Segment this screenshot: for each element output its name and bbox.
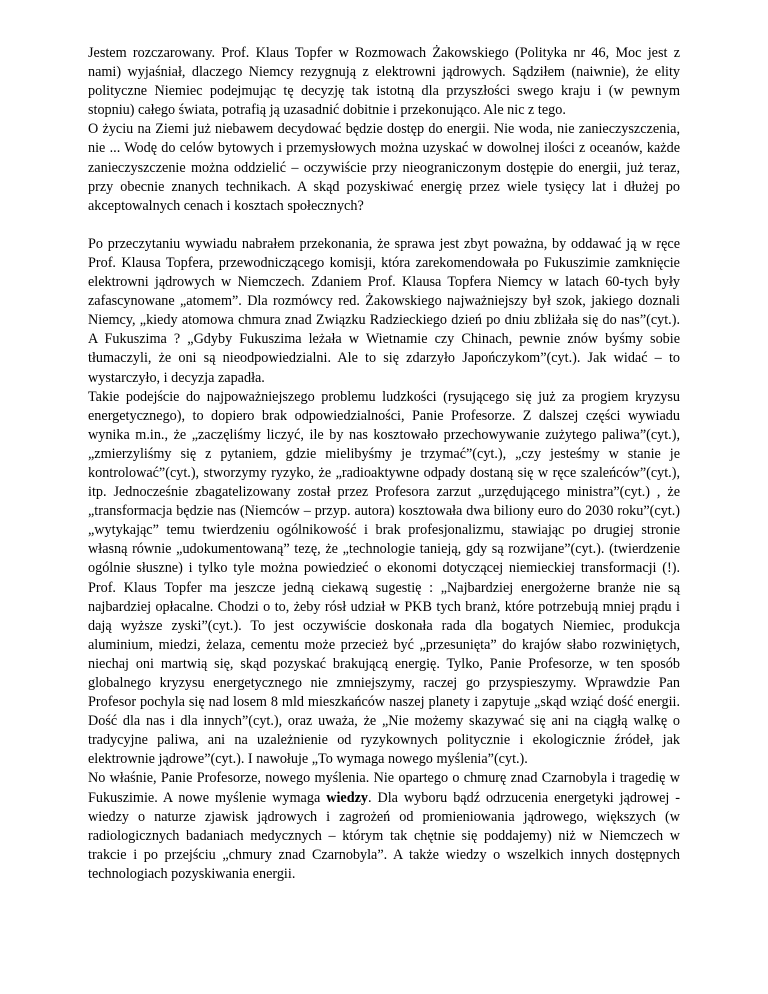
paragraph-intro: Jestem rozczarowany. Prof. Klaus Topfer w Rozmowach Żakowskiego (Polityka nr 46, Moc jest z nami) wyjaśniał, dlaczego Niemcy rezygnują z elektrowni jądrowych. Sądziłem (naiwnie), że elity polityczne Niemiec podejmując tę decyzję tak istotną dla przyszłości swego kraju i (w pewnym stopniu) całego świata, potrafią ją uzasadnić dobitnie i przekonująco. Ale nic z tego. <box>88 45 680 119</box>
document-page <box>88 44 680 884</box>
paragraph-new-thinking <box>88 769 680 884</box>
bold-word-wiedzy: wiedzy <box>326 789 368 806</box>
paragraph-energy-access: O życiu na Ziemi już niebawem decydować będzie dostęp do energii. Nie woda, nie zanieczyszczenia, nie ... Wodę do celów bytowych i przemysłowych można uzyskać w dowolnej ilości z oceanów, każde zanieczyszczenie można oddzielić – oczywiście przy nieograniczonym dostępie do energii, już teraz, przy obecnie znanych technikach. A skąd pozyskiwać energię przez wiele tysięcy lat i dłużej po akceptowalnych cenach i kosztach społecznych? <box>88 121 680 214</box>
new-thinking-text-end: . Dla wyboru bądź odrzucenia energetyki jądrowej - wiedzy o naturze zjawisk jądrowych i zagrożeń od promieniowania jądrowego, większych (w radiologicznych badaniach medycznych – którym tak chętnie się poddajemy) niż w Niemczech w trakcie i po przejściu „chmury znad Czarnobyla”. A także wiedzy o wszelkich innych dostępnych technologiach pozyskiwania energii. <box>88 789 680 882</box>
paragraph-responsibility: Takie podejście do najpoważniejszego problemu ludzkości (rysującego się już za progiem kryzysu energetycznego), to dopiero brak odpowiedzialności, Panie Profesorze. Z dalszej części wywiadu wynika m.in., że „zaczęliśmy liczyć, ile by nas kosztowało przechowywanie zużytego paliwa”(cyt.), „zmierzyliśmy się z pytaniem, gdzie mielibyśmy je trzymać”(cyt.), „czy jesteśmy w stanie je kontrolować”(cyt.), stworzymy ryzyko, że „radioaktywne odpady dostaną się w ręce szaleńców”(cyt.), itp. Jednocześnie zbagatelizowany został przez Profesora zarzut „urzędującego ministra”(cyt.) , że „transformacja będzie nas (Niemców – przyp. autora) kosztowała dwa biliony euro do 2030 roku”(cyt.) „wytykając” temu twierdzeniu ogólnikowość i brak profesjonalizmu, stawiając po drugiej stronie własną równie „udokumentowaną” tezę, że „technologie tanieją, gdy są rozwijane”(cyt.). (twierdzenie ogólnie słuszne) i tylko tyle można powiedzieć o ekonomi dotyczącej niemieckiej transformacji (!). Prof. Klaus Topfer ma jeszcze jedną ciekawą sugestię : „Najbardziej energożerne branże nie są najbardziej opłacalne. Chodzi o to, żeby rósł udział w PKB tych branż, które potrzebują mniej prądu i dają wyższe zyski”(cyt.). To jest oczywiście doskonała rada dla bogatych Niemiec, produkcja aluminium, miedzi, żelaza, cementu może przecież być „przesunięta” do krajów słabo rozwiniętych, niechaj oni martwią się, skąd pozyskać brakującą energię. Tylko, Panie Profesorze, w ten sposób globalnego kryzysu energetycznego nie zmniejszymy, raczej go przyspieszymy. Wprawdzie Pan Profesor pochyla się nad losem 8 mld mieszkańców naszej planety i zapytuje „skąd wziąć dość energii. Dość dla nas i dla innych”(cyt.), oraz uważa, że „Nie możemy skazywać się ani na ciągłą walkę o tradycyjne paliwa, ani na uzależnienie od ryzykownych politycznie i ekologicznie źródeł, jak elektrownie jądrowe”(cyt.). I nawołuje „To wymaga nowego myślenia”(cyt.). <box>88 388 680 768</box>
new-thinking-text-start: No właśnie, Panie Profesorze, nowego myślenia. Nie opartego o chmurę znad Czarnobyla i tragedię w Fukuszimie. A nowe myślenie wymaga <box>88 770 680 806</box>
paragraph-gap <box>88 216 680 235</box>
paragraph-interview: Po przeczytaniu wywiadu nabrałem przekonania, że sprawa jest zbyt poważna, by oddawać ją w ręce Prof. Klausa Topfera, przewodniczącego komisji, która zarekomendowała po Fukuszimie zamknięcie elektrowni jądrowych w Niemczech. Zdaniem Prof. Klausa Topfera Niemcy w latach 60-tych były zafascynowane „atomem”. Dla rozmówcy red. Żakowskiego najważniejszy był szok, jakiego doznali Niemcy, „kiedy atomowa chmura znad Związku Radzieckiego dzień po dniu zbliżała się do nas”(cyt.). A Fukuszima ? „Gdyby Fukuszima leżała w Wietnamie czy Chinach, pewnie znów byśmy sobie tłumaczyli, że oni są nieodpowiedzialni. Ale to się zdarzyło Japończykom”(cyt.). Jak widać – to wystarczyło, i decyzja zapadła. <box>88 235 680 386</box>
